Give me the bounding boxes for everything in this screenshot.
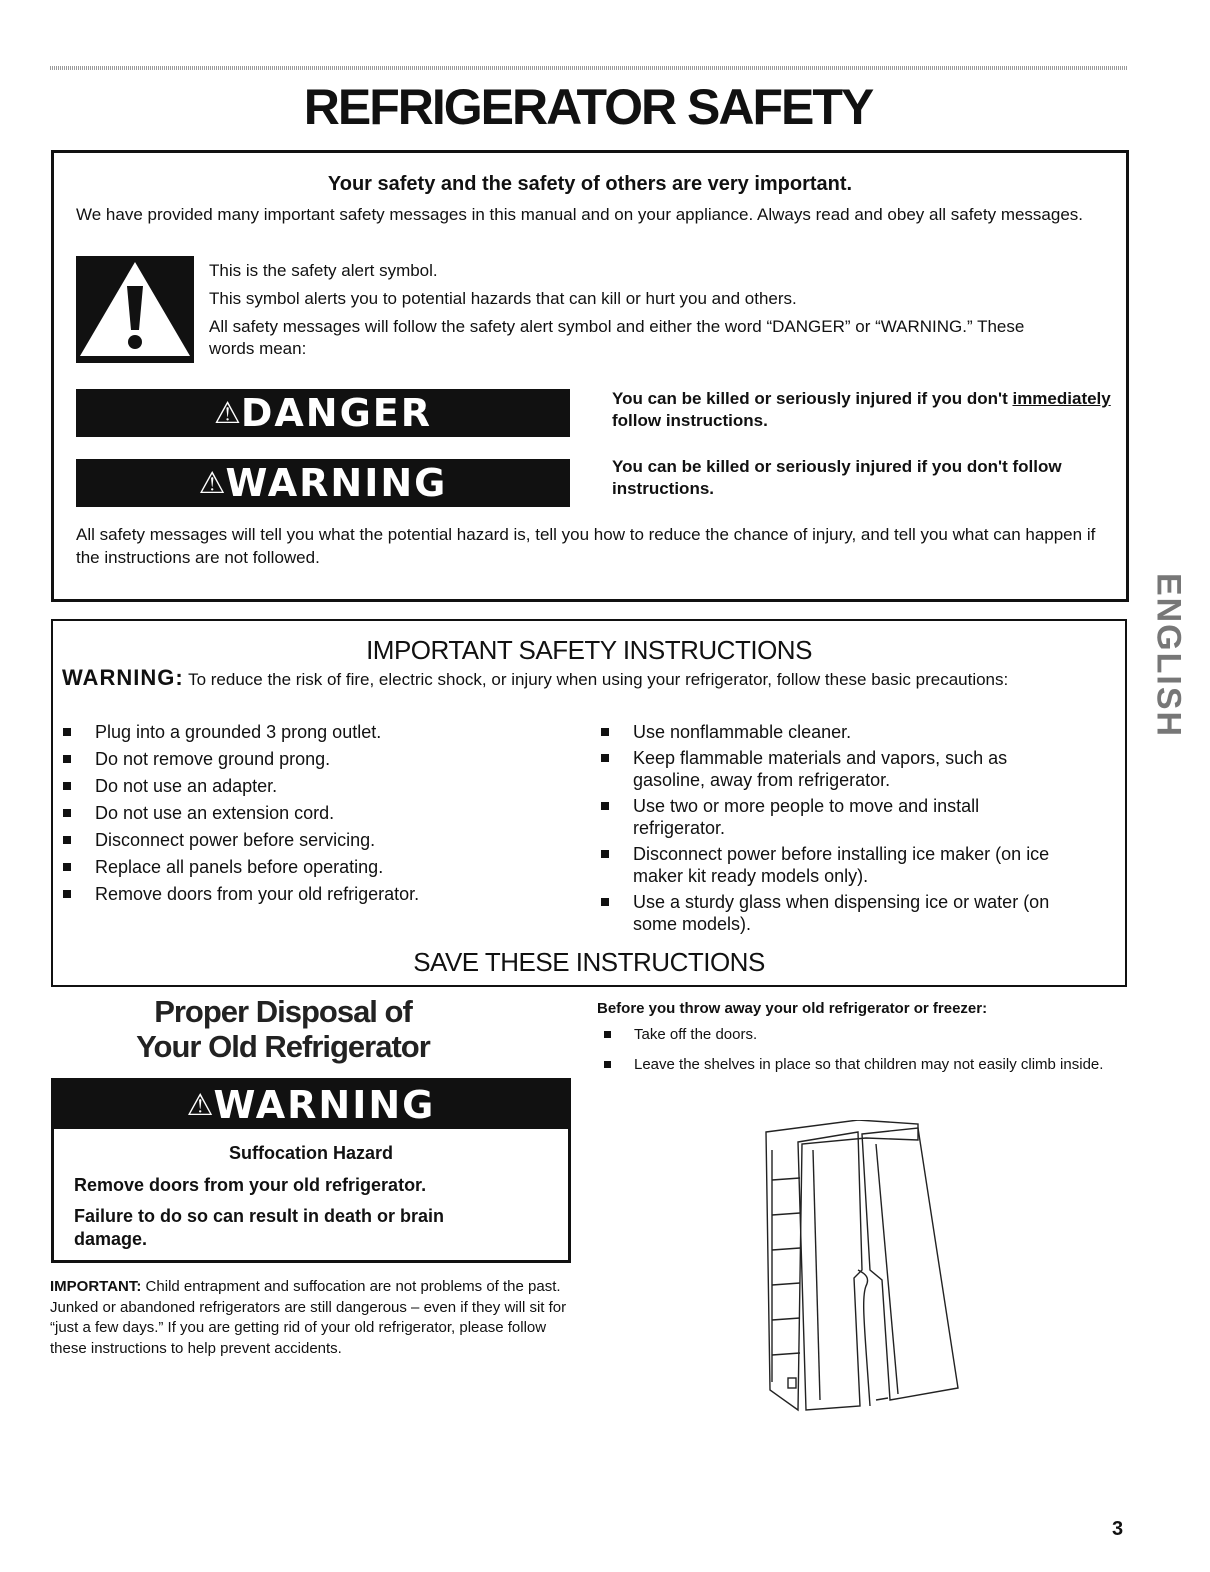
list-item: Do not use an extension cord. xyxy=(53,802,553,824)
instructions-warning xyxy=(62,667,1102,691)
precautions-list-left xyxy=(53,721,553,910)
language-tab-label: ENGLISH xyxy=(1149,572,1188,739)
disposal-title xyxy=(54,994,512,1064)
list-item: Disconnect power before installing ice maker (on ice maker kit ready models only). xyxy=(591,843,1071,887)
instructions-heading: IMPORTANT SAFETY INSTRUCTIONS xyxy=(366,635,812,665)
safety-intro: We have provided many important safety messages in this manual and on your appliance. Always read and obey all safety messages. xyxy=(76,205,1084,224)
page-title: REFRIGERATOR SAFETY xyxy=(303,79,873,135)
save-instructions: SAVE THESE INSTRUCTIONS xyxy=(413,947,765,977)
warning-text: To reduce the risk of fire, electric shock, or injury when using your refrigerator, follow these basic precautions: xyxy=(183,670,1009,689)
refrigerator-illustration xyxy=(758,1120,968,1425)
danger-label: DANGER xyxy=(240,391,433,435)
list-item: Disconnect power before servicing. xyxy=(53,829,553,851)
list-item: Do not use an adapter. xyxy=(53,775,553,797)
important-note xyxy=(50,1277,570,1359)
language-side-tab xyxy=(1144,566,1194,739)
disposal-title-line: Proper Disposal of xyxy=(154,994,412,1029)
top-rule xyxy=(50,66,1128,70)
page-number: 3 xyxy=(1112,1518,1124,1540)
before-disposal-label: Before you throw away your old refrigerator or freezer: xyxy=(597,1000,988,1017)
disposal-title-line: Your Old Refrigerator xyxy=(136,1029,430,1064)
alert-line: All safety messages will follow the safety alert symbol and either the word “DANGER” or “WARNING.” These words mean: xyxy=(209,317,1025,358)
alert-triangle-icon: ⚠ xyxy=(186,1088,214,1123)
hazard-instruction: Remove doors from your old refrigerator. xyxy=(74,1175,427,1195)
list-item: Do not remove ground prong. xyxy=(53,748,553,770)
important-safety-instructions-box xyxy=(51,619,1127,987)
important-text: Child entrapment and suffocation are not problems of the past. Junked or abandoned refrigerators are still dangerous – even if they will sit for “just a few days.” If you are getting rid of your old refrigerator, please follow these instructions to help prevent accidents. xyxy=(50,1278,567,1357)
alert-triangle-icon: ⚠ xyxy=(198,466,226,501)
warning-signal-bar xyxy=(76,459,570,507)
safety-headline: Your safety and the safety of others are very important. xyxy=(327,173,853,195)
list-item: Use a sturdy glass when dispensing ice or water (on some models). xyxy=(591,891,1071,935)
safety-outro: All safety messages will tell you what the potential hazard is, tell you how to reduce the chance of injury, and tell you what can happen if the instructions are not followed. xyxy=(76,525,1096,567)
warning-label: WARNING xyxy=(225,461,448,505)
important-label: IMPORTANT: xyxy=(50,1278,142,1295)
warning-description: You can be killed or seriously injured if you don't follow instructions. xyxy=(612,457,1062,498)
hazard-consequence: Failure to do so can result in death or brain damage. xyxy=(74,1206,445,1249)
list-item: Replace all panels before operating. xyxy=(53,856,553,878)
list-item: Keep flammable materials and vapors, such as gasoline, away from refrigerator. xyxy=(591,747,1071,791)
alert-line: This is the safety alert symbol. xyxy=(209,261,438,280)
danger-text-underlined: immediately xyxy=(1012,389,1111,408)
suffocation-warning-box xyxy=(51,1078,571,1263)
list-item: Plug into a grounded 3 prong outlet. xyxy=(53,721,553,743)
safety-message-box xyxy=(51,150,1129,602)
list-item: Remove doors from your old refrigerator. xyxy=(53,883,553,905)
warning-prefix: WARNING: xyxy=(62,665,184,690)
warning-label: WARNING xyxy=(213,1083,436,1127)
alert-symbol-description xyxy=(209,260,1069,366)
alert-triangle-icon: ⚠ xyxy=(213,396,241,431)
alert-line: This symbol alerts you to potential hazards that can kill or hurt you and others. xyxy=(209,289,797,308)
warning-signal-bar xyxy=(54,1081,568,1129)
precautions-list-right xyxy=(591,721,1071,939)
danger-text-part: follow instructions. xyxy=(612,411,768,430)
disposal-steps-list xyxy=(594,1025,1114,1085)
danger-text-part: You can be killed or seriously injured if you don't xyxy=(612,389,1013,408)
hazard-name: Suffocation Hazard xyxy=(228,1143,393,1163)
danger-signal-bar xyxy=(76,389,570,437)
list-item: Use two or more people to move and install refrigerator. xyxy=(591,795,1071,839)
list-item: Take off the doors. xyxy=(594,1025,1114,1045)
list-item: Leave the shelves in place so that children may not easily climb inside. xyxy=(594,1055,1114,1075)
danger-description xyxy=(612,388,1112,432)
safety-alert-symbol-icon xyxy=(76,256,194,363)
list-item: Use nonflammable cleaner. xyxy=(591,721,1071,743)
